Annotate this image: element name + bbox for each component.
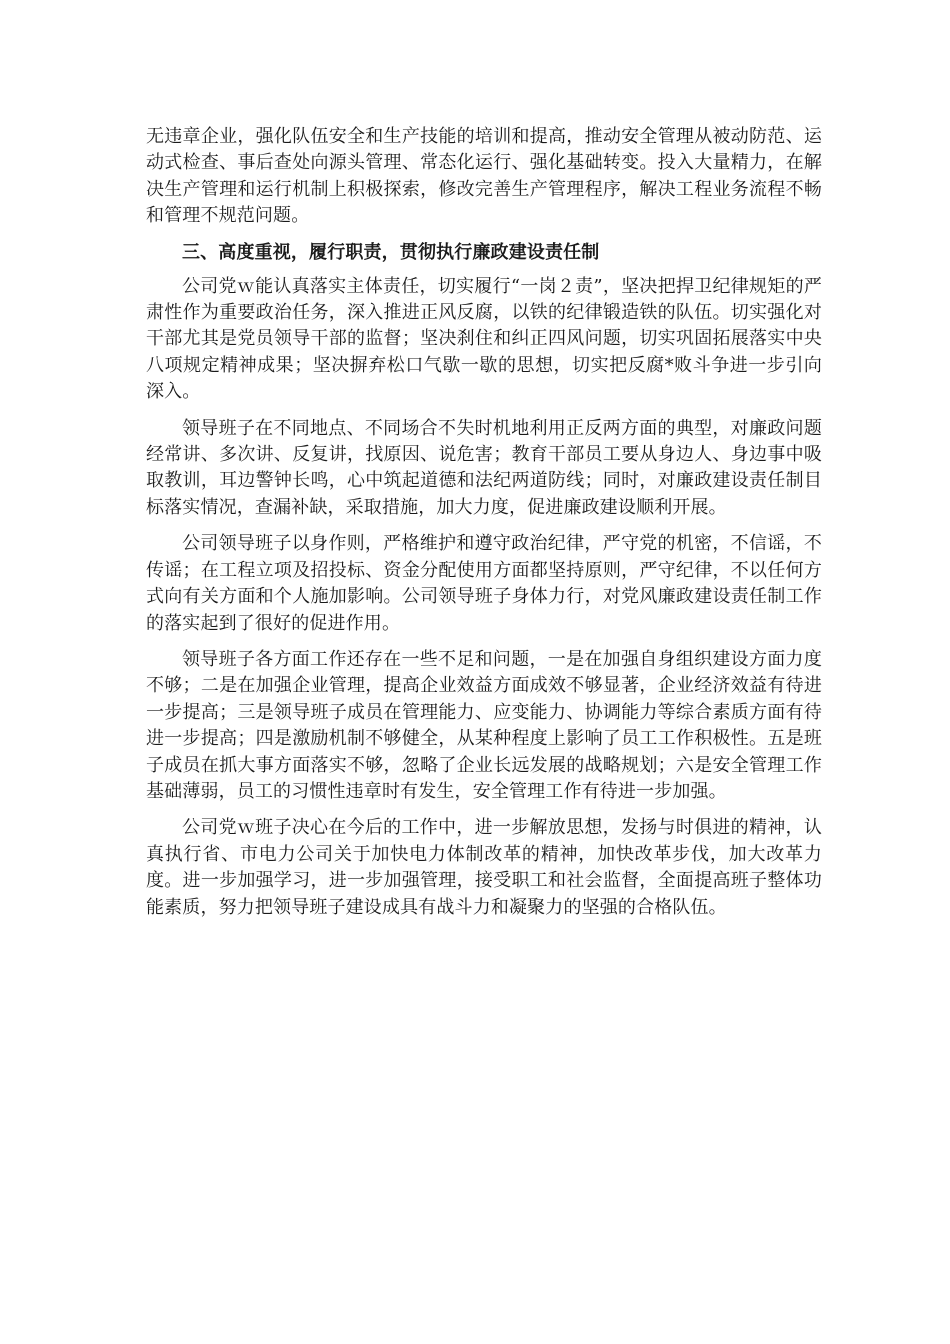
paragraph: 公司领导班子以身作则，严格维护和遵守政治纪律，严守党的机密，不信谣，不传谣；在工程立项及招投标、资金分配使用方面都坚持原则，严守纪律，不以任何方式向有关方面和个人施加影响。公司领导班子身体力行，对党风廉政建设责任制工作的落实起到了很好的促进作用。 <box>146 533 822 634</box>
paragraph: 公司党ｗ班子决心在今后的工作中，进一步解放思想，发扬与时俱进的精神，认真执行省、市电力公司关于加快电力体制改革的精神，加快改革步伐，加大改革力度。进一步加强学习，进一步加强管理，接受职工和社会监督，全面提高班子整体功能素质，努力把领导班子建设成具有战斗力和凝聚力的坚强的合格队伍。 <box>146 817 822 918</box>
paragraph-continuation: 无违章企业，强化队伍安全和生产技能的培训和提高，推动安全管理从被动防范、运动式检查、事后查处向源头管理、常态化运行、强化基础转变。投入大量精力，在解决生产管理和运行机制上积极探索，修改完善生产管理程序，解决工程业务流程不畅和管理不规范问题。 <box>146 126 822 227</box>
paragraph: 公司党ｗ能认真落实主体责任，切实履行“一岗２责”，坚决把捍卫纪律规矩的严肃性作为重要政治任务，深入推进正风反腐，以铁的纪律锻造铁的队伍。切实强化对干部尤其是党员领导干部的监督；坚决刹住和纠正四风问题，切实巩固拓展落实中央八项规定精神成果；坚决摒弃松口气歇一歇的思想，切实把反腐*败斗争进一步引向深入。 <box>146 275 822 403</box>
document-page <box>146 124 822 931</box>
paragraph: 领导班子在不同地点、不同场合不失时机地利用正反两方面的典型，对廉政问题经常讲、多次讲、反复讲，找原因、说危害；教育干部员工要从身边人、身边事中吸取教训，耳边警钟长鸣，心中筑起道德和法纪两道防线；同时，对廉政建设责任制目标落实情况，查漏补缺，采取措施，加大力度，促进廉政建设顺利开展。 <box>146 417 822 518</box>
paragraph: 领导班子各方面工作还存在一些不足和问题，一是在加强自身组织建设方面力度不够；二是在加强企业管理，提高企业效益方面成效不够显著，企业经济效益有待进一步提高；三是领导班子成员在管理能力、应变能力、协调能力等综合素质方面有待进一步提高；四是激励机制不够健全，从某种程度上影响了员工工作积极性。五是班子成员在抓大事方面落实不够，忽略了企业长远发展的战略规划；六是安全管理工作基础薄弱，员工的习惯性违章时有发生，安全管理工作有待进一步加强。 <box>146 648 822 802</box>
section-heading: 三、高度重视，履行职责，贯彻执行廉政建设责任制 <box>182 241 600 263</box>
